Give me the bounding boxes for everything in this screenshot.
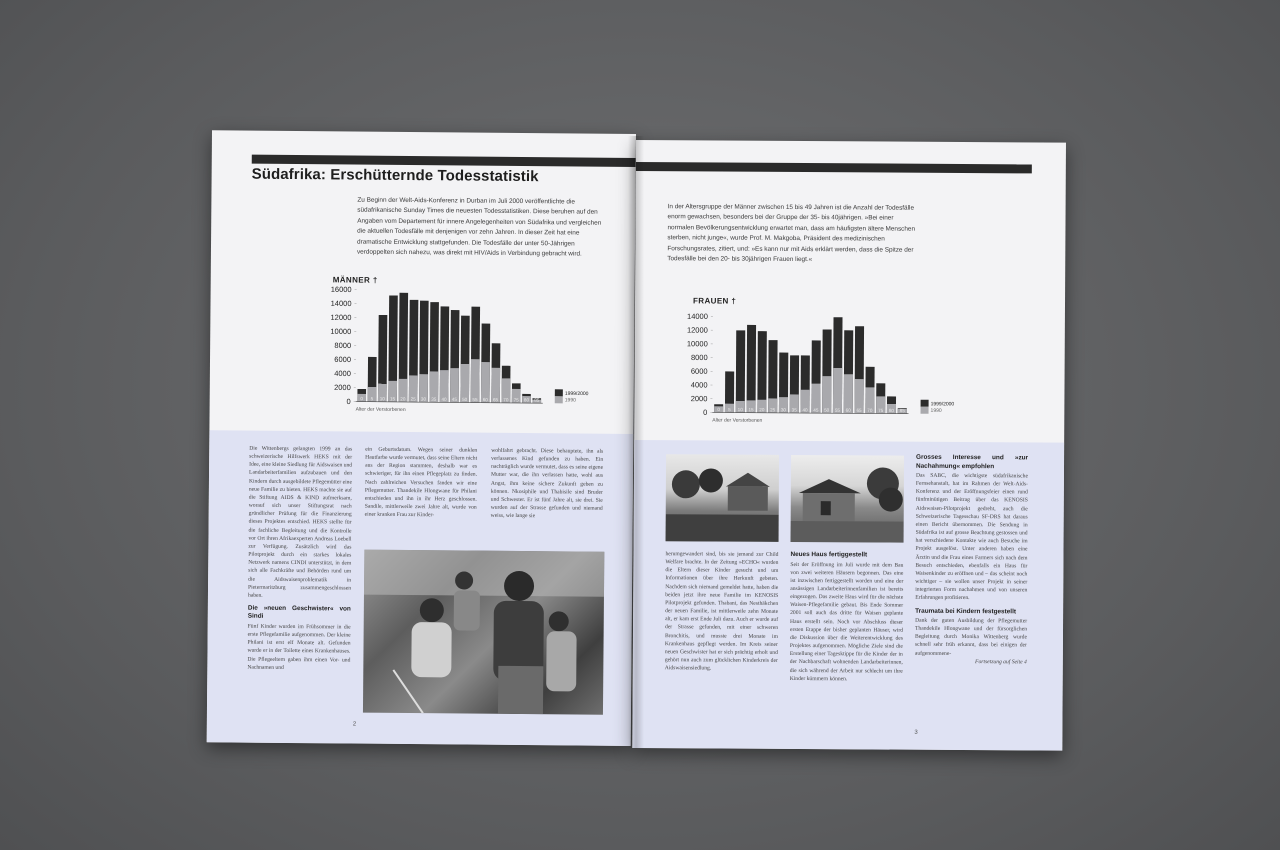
- right-column-3: [915, 454, 1028, 667]
- house-photo-1: [666, 454, 780, 542]
- x-tick-label: 85: [899, 408, 905, 414]
- right-subheading-3: Grosses Interesse und »zur Nachahmung« empfohlen: [915, 453, 1029, 470]
- x-tick-label: 20: [759, 407, 765, 413]
- legend-label: 1999/2000: [564, 390, 589, 398]
- x-tick-label: 70: [867, 407, 873, 413]
- left-column-2: ein Geburtsdatum. Wegen seiner dunklen Hautfarbe wurde vermutet, dass seine Eltern nicht aus der Region stammten, deshalb war es schwieriger, für ihn einen Pflegeplatz zu finden. Nach zahlreichen Versuchen fanden wir eine Pflegemutter. Thandekile Hlongwane für Philani entschieden und ihn in ihr Herz geschlossen. Sandile, mittlerweile zwei Jahre alt, wurde von einer kranken Frau zur Kinder-: [364, 446, 478, 519]
- x-tick-label: 80: [523, 397, 530, 403]
- right-subheading-2: Neues Haus fertiggestellt: [790, 550, 868, 559]
- x-tick-label: 65: [856, 407, 862, 413]
- x-tick-label: 5: [370, 396, 374, 402]
- right-column-2: [790, 551, 904, 684]
- x-tick-label: 30: [420, 396, 427, 402]
- y-tick-label: 14000: [330, 298, 352, 309]
- y-tick-label: 12000: [330, 312, 352, 323]
- legend-swatch-dark: [555, 389, 563, 396]
- x-tick-label: 0: [360, 396, 363, 402]
- y-tick-label: 8000: [334, 340, 352, 351]
- y-tick-label: 14000: [687, 311, 708, 321]
- y-tick-label: 12000: [686, 325, 708, 335]
- article-title: Südafrika: Erschütternde Todesstatistik: [251, 165, 539, 186]
- left-col1-text: Die Wittenbergs gelangten 1999 an das schweizerische Hilfswerk HEKS mit der Idee, eine kleine Siedlung für Aidswaisen und Landarbeiterfamilien aufzubauen und den Kindern durch ausgebildete Pflegemütter eine neue Familie zu bieten. HEKS machte sie auf die Stiftung AIDS & KIND aufmerksam, worauf sich unser Stiftungsrat nach gründlicher Prüfung für die Finanzierung dieses Projektes entschied. HEKS stellte für die fachliche Begleitung und die Kontrolle vor Ort ihren Afrikaexperten Andreas Loebell zur Verfügung. Zusätzlich wird das Pilotprojekt durch ein starkes lokales Netzwerk namens CINDI unterstützt, in dem sich alle Fachkräfte und Behörden rund um die Aidswaisenproblematik in Pietermaritzburg zusammengeschlossen haben.: [247, 445, 353, 599]
- x-tick-label: 5: [728, 407, 731, 413]
- bar-1999-2000: [747, 325, 757, 413]
- intro-text-left: Zu Beginn der Welt-Aids-Konferenz in Durban im Juli 2000 veröffentlichte die südafrikanische Sunday Times die neuesten Todesstatistiken. Diese beruhen auf den Angaben vom Departement für innere Angelegenheiten von Südafrika und vergleichen die aktuellen Todesfälle mit denjenigen vor zehn Jahren. In dieser Zeit hat eine dramatische Entwicklung stattgefunden. Die Todesfälle der unter 50-Jährigen verdoppelten sich nahezu, was direkt mit HIV/Aids in Verbindung gebracht wird.: [356, 196, 602, 258]
- x-tick-label: 50: [462, 396, 468, 403]
- x-tick-label: 55: [472, 397, 478, 403]
- x-tick-label: 50: [824, 407, 830, 413]
- house-photo-1-art: [666, 454, 780, 542]
- left-col1b-text: Fünf Kinder wurden im Frühsommer in die erste Pflegefamilie aufgenommen. Der kleine Philani ist erst elf Monate alt. Gefunden wurde er in der Toilette eines Krankenhauses. Die Pflegeeltern gaben ihm einen Vor- und Nachnamen und: [247, 623, 351, 671]
- chart-title-frauen: FRAUEN †: [692, 296, 737, 306]
- left-column-1: [247, 445, 352, 673]
- x-tick-label: 75: [878, 407, 884, 414]
- x-tick-label: 65: [492, 397, 499, 403]
- x-tick-label: 30: [780, 407, 787, 413]
- page-number-left: 2: [352, 721, 357, 728]
- y-tick-label: 4000: [334, 368, 351, 379]
- x-tick-label: 60: [845, 407, 851, 413]
- y-tick-label: 2000: [334, 382, 351, 393]
- right-col3-text: Das SABC, die wichtigste südafrikanische Fernsehanstalt, hat im Rahmen der Welt-Aids-Konferenz und der Eröffnungsfeier einen rund fünfminütigen Beitrag über das KENOSIS Aidswaisen-Pilotprojekt gedreht, auch die Schweizerische Tagesschau SF-DRS hat daraus einen Bericht übernommen. Die Sendung in Südafrika ist auf grosse Beachtung gestossen und hat verschiedene Kontakte wie auch Besuche im Projekt ausgelöst. Unter anderen haben eine Ärztin und die Frau eines Farmers sich nach dem Besuch entschieden, ebenfalls ein Haus für Waisenkinder zu eröffnen und – das scheint noch wichtiger – sie wollen unser Projekt in seiner integrierten Form nachahmen und von unseren Erfahrungen profitieren.: [915, 472, 1028, 602]
- x-tick-label: 40: [441, 396, 447, 402]
- x-tick-label: 25: [770, 407, 776, 413]
- legend-swatch-dark: [921, 400, 929, 407]
- chart-maenner: [320, 285, 611, 418]
- x-tick-label: 75: [513, 397, 519, 403]
- legend-label: 1990: [930, 407, 942, 414]
- x-tick-label: 15: [389, 396, 396, 402]
- y-tick-label: 6000: [334, 354, 352, 365]
- x-tick-label: 25: [410, 396, 416, 402]
- continued-note: Fortsetzung auf Seite 4: [975, 658, 1027, 666]
- y-tick-label: 0: [703, 407, 708, 417]
- x-tick-label: 70: [503, 397, 509, 403]
- x-tick-label: 45: [451, 396, 457, 402]
- x-tick-label: 35: [431, 396, 437, 402]
- intro-text-right: In der Altersgruppe der Männer zwischen 15 bis 49 Jahren ist die Anzahl der Todesfälle enorm gewachsen, besonders bei der Gruppe der 35- bis 40jährigen. »Bei einer normalen Bevölkerungsentwicklung erwartet man, dass am häufigsten ältere Menschen sterben, nicht junge«, wurde Prof. M. Makgoba, Präsident des medizinischen Forschungsrates, zitiert, und: »Es kann nur mit Aids erklärt werden, dass die Spitze der Todesfälle bei den 20- bis 30jährigen Frauen liegt.«: [667, 203, 916, 264]
- chart-frauen: [680, 306, 981, 428]
- x-tick-label: 80: [888, 408, 895, 414]
- y-tick-label: 10000: [686, 339, 708, 349]
- left-page: [207, 130, 636, 746]
- children-photo: [363, 550, 604, 715]
- x-tick-label: 45: [813, 407, 819, 413]
- x-tick-label: 10: [379, 396, 385, 402]
- x-tick-label: 60: [482, 397, 488, 403]
- x-axis-label: Alter der Verstorbenen: [355, 406, 406, 413]
- x-tick-label: 40: [802, 407, 808, 413]
- legend-swatch-light: [921, 407, 929, 414]
- x-tick-label: 0: [717, 407, 720, 413]
- right-col4-text: Dank der guten Ausbildung der Pflegemutter Thandekile Hlongwane und der fürsorglichen Begleitung durch Monika Wittenberg wurde schnell sehr früh erkannt, dass bei einigen der aufgenommene-: [914, 617, 1028, 657]
- right-page: [632, 140, 1066, 751]
- y-tick-label: 0: [346, 396, 351, 407]
- house-photo-2-art: [791, 455, 905, 543]
- house-photo-2: [791, 455, 905, 543]
- chart-title-maenner: MÄNNER †: [332, 275, 378, 285]
- x-tick-label: 35: [791, 407, 797, 413]
- left-column-3: wohlfahrt gebracht. Diese behauptete, ihn als verlassenes Kind gefunden zu haben. Ein nachträglich wurde vermutet, dass es seine eigene Mutter war, die ihn verlassen hatte, wohl aus Angst, ihm keine sichere Zukunft geben zu können. Nkosiphile und Thabisile sind Bruder und Schwester. Er ist fünf Jahre alt, sie drei. Sie wurden auf der Strasse gefunden und niemand weiss, wie lange sie: [490, 447, 604, 520]
- y-tick-label: 8000: [690, 352, 708, 363]
- y-tick-label: 4000: [690, 380, 708, 390]
- legend-swatch-light: [555, 396, 563, 403]
- title-rule-right: [636, 162, 1032, 173]
- legend-label: 1990: [564, 397, 576, 404]
- title-rule: [252, 155, 636, 167]
- right-column-1: herumgewandert sind, bis sie jemand zur Child Welfare brachte. In der Zeitung »ECHO« wurden die Eltern dieser Kinder gesucht und um Informationen über ihre Herkunft gebeten. Nachdem sich niemand gemeldet hatte, haben die beiden jetzt ihre neue Familie im KENOSIS Pilotprojekt gefunden. Thabani, das Nesthäkchen der neuen Familie, ist mittlerweile zehn Monate alt, er kam erst Ende Juli dazu. Auch er wurde auf der Strasse gefunden, mit einer schweren Bronchitis, und musste drei Monate im Krankenhaus gepflegt werden. Im Kreis seiner neuen Geschwister hat er sich prächtig erholt und gehört nun auch zum glücklichen Kinderkreis der Aidswaisensiedlung.: [664, 551, 779, 672]
- x-tick-label: 20: [400, 396, 406, 402]
- x-tick-label: 85: [534, 397, 540, 403]
- left-subheading: Die »neuen Geschwister« von Sindi: [247, 604, 351, 621]
- y-tick-label: 6000: [690, 366, 708, 376]
- children-photo-art: [363, 550, 604, 715]
- x-tick-label: 10: [737, 407, 743, 413]
- x-tick-label: 55: [834, 407, 841, 413]
- x-tick-label: 15: [748, 407, 754, 413]
- right-subheading-4: Traumata bei Kindern festgestellt: [915, 607, 1017, 615]
- y-tick-label: 10000: [330, 326, 352, 337]
- right-col2-text: Seit der Eröffnung im Juli wurde mit dem Bau von zwei weiteren Häusern begonnen. Das eine ist inzwischen fertiggestellt worden und eine der ansässigen Landarbeiterinnenfamilien ist bereits eingezogen. Das zweite Haus wird für die nächste Waisen-Pflegefamilie gebaut. Bis Ende Sommer 2001 soll auch das dritte für Waisen geplante Haus erstellt sein. Noch vor Abschluss dieser ersten Etappe der bisher geplanten Häuser, wird die Diskussion über die Weiterentwicklung des Projektes aufgenommen. Mögliche Ziele sind die Erstellung einer Tagesktippe für die Kinder der in der Nachbarschaft wohnenden Landarbeiterinnen, die sich während der Arbeit nur schlecht um ihre Kinder kümmern können.: [789, 561, 904, 682]
- page-number-right: 3: [914, 729, 918, 736]
- y-tick-label: 2000: [690, 394, 708, 404]
- bar-1990: [833, 368, 842, 413]
- x-axis-label: Alter der Verstorbenen: [712, 417, 763, 424]
- legend-label: 1999/2000: [930, 401, 955, 408]
- y-tick-label: 16000: [330, 285, 352, 295]
- bar-1999-2000: [736, 330, 746, 412]
